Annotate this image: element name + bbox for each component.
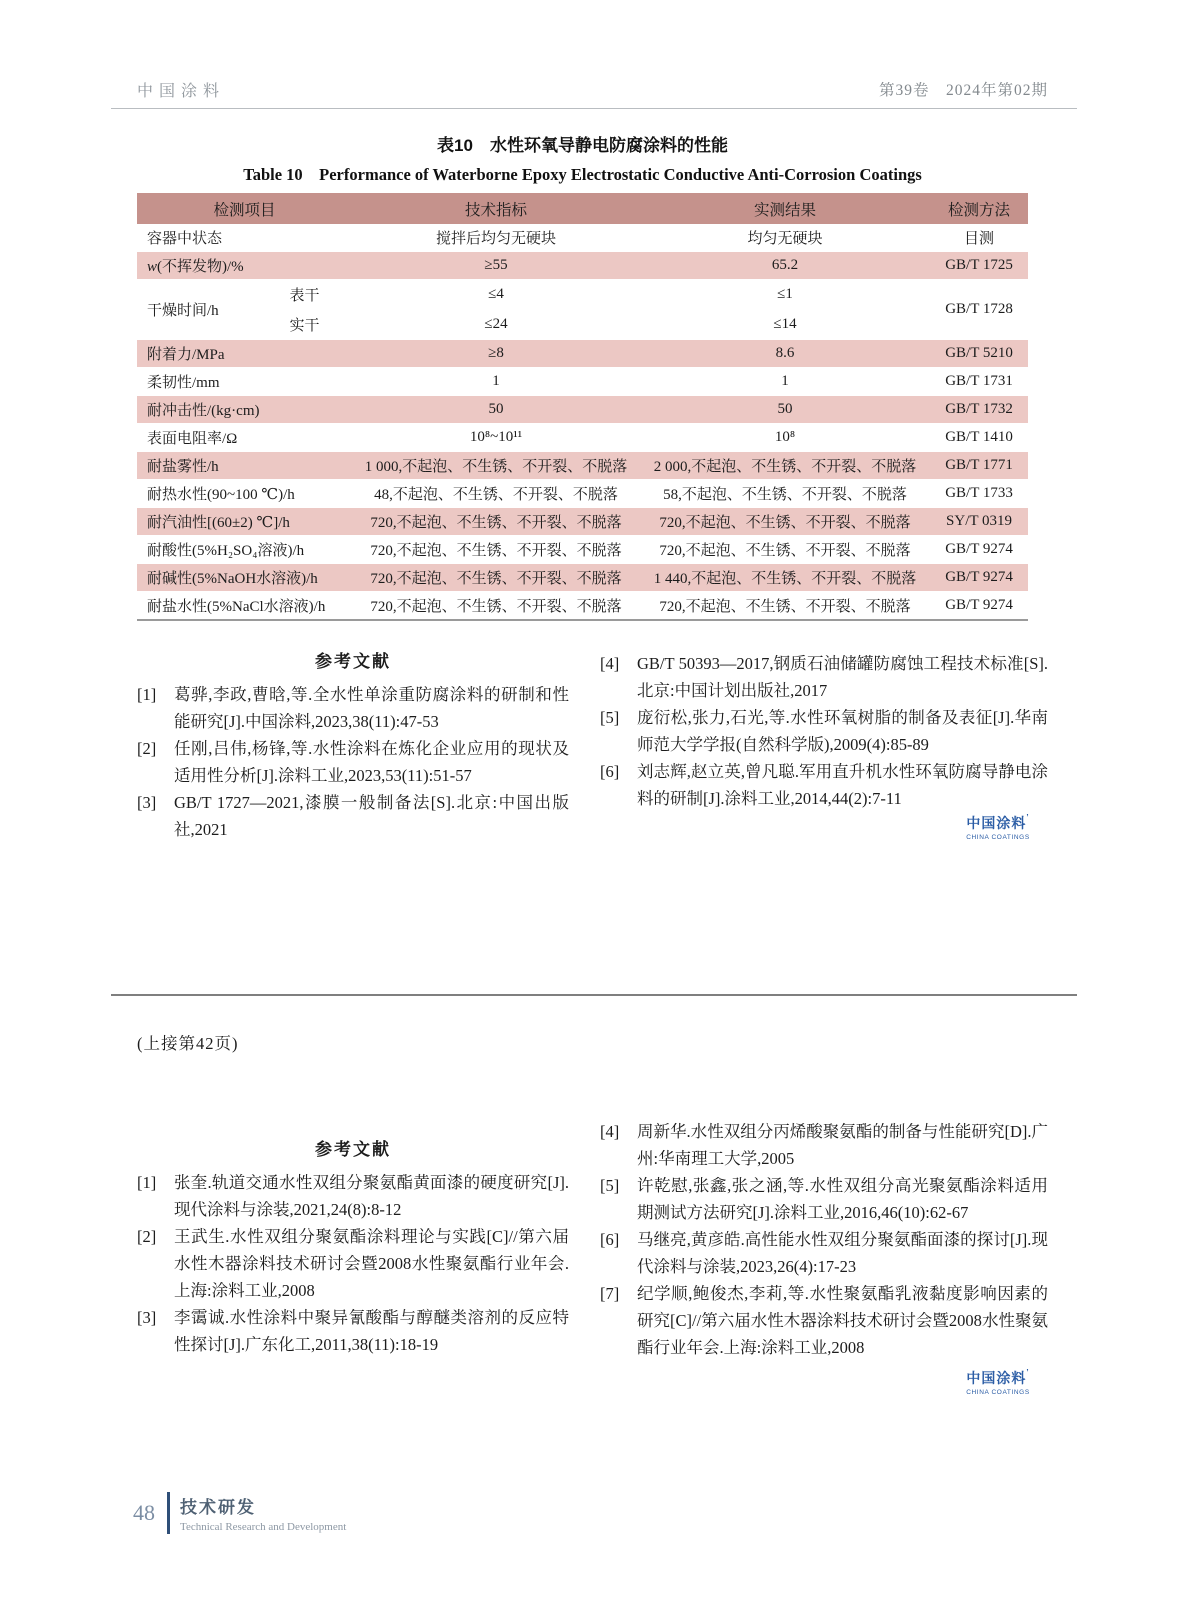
table-row <box>137 368 1028 396</box>
reference-number: [4] <box>600 654 620 673</box>
header-rule <box>111 108 1077 109</box>
cell-item: 耐汽油性[(60±2) ℃]/h <box>137 508 352 536</box>
reference-text: 任刚,吕伟,杨锋,等.水性涂料在炼化企业应用的现状及适用性分析[J].涂料工业,2023,53(11):51-57 <box>174 739 569 785</box>
cell-spec: ≤24 <box>484 315 508 332</box>
cell-item: 容器中状态 <box>147 231 223 247</box>
cell-method: GB/T 1410 <box>945 429 1013 445</box>
references-top-right <box>600 650 1048 812</box>
table-header-row <box>137 193 1028 224</box>
reference-text: GB/T 1727—2021,漆膜一般制备法[S].北京:中国出版社,2021 <box>174 793 569 839</box>
section-name-en: Technical Research and Development <box>180 1521 347 1533</box>
reference-number: [2] <box>137 739 157 758</box>
cell-spec: 1 000,不起泡、不生锈、不开裂、不脱落 <box>352 452 640 480</box>
cell-item: 耐冲击性/(kg·cm) <box>137 396 352 424</box>
reference-item <box>600 1172 1048 1226</box>
cell-result: 50 <box>640 396 930 424</box>
cell-spec: 48,不起泡、不生锈、不开裂、不脱落 <box>374 487 618 503</box>
cell-spec: 搅拌后均匀无硬块 <box>436 231 557 247</box>
cell-spec: 720,不起泡、不生锈、不开裂、不脱落 <box>370 543 622 559</box>
table-row <box>137 396 1028 424</box>
cell-result: ≤1 <box>777 286 793 303</box>
cell-result: 1 <box>781 373 789 389</box>
references-top-left <box>137 648 569 843</box>
table-row <box>137 224 1028 252</box>
footer-divider-bar <box>167 1492 170 1534</box>
col-header-result: 实测结果 <box>640 193 930 224</box>
reference-number: [6] <box>600 1230 620 1249</box>
cell-method: GB/T 9274 <box>945 597 1013 613</box>
cell-subitem: 表干 <box>289 288 320 305</box>
cell-spec: 720,不起泡、不生锈、不开裂、不脱落 <box>370 599 622 615</box>
cell-item: 耐碱性(5%NaOH水溶液)/h <box>137 564 352 592</box>
reference-text: 周新华.水性双组分丙烯酸聚氨酯的制备与性能研究[D].广州:华南理工大学,2005 <box>637 1122 1048 1168</box>
logo-text-en: CHINA COATINGS <box>966 1389 1030 1396</box>
reference-text: 李霭诚.水性涂料中聚异氰酸酯与醇醚类溶剂的反应特性探讨[J].广东化工,2011,38(11):18-19 <box>174 1308 569 1354</box>
cell-item: 表面电阻率/Ω <box>147 431 238 447</box>
cell-spec: ≥8 <box>352 340 640 368</box>
cell-result: ≤14 <box>773 315 797 332</box>
cell-item: 柔韧性/mm <box>147 375 220 391</box>
cell-spec: 50 <box>352 396 640 424</box>
performance-table <box>137 193 1028 621</box>
reference-number: [6] <box>600 762 620 781</box>
table-row <box>137 480 1028 508</box>
cell-item: 干燥时间/h <box>147 303 219 319</box>
item-symbol: w <box>147 259 158 275</box>
cell-method: GB/T 1725 <box>930 252 1028 280</box>
reference-number: [3] <box>137 1308 157 1327</box>
table-row <box>137 310 1028 340</box>
reference-item <box>600 650 1048 704</box>
reference-item <box>600 704 1048 758</box>
reference-item <box>137 789 569 843</box>
cell-result: 720,不起泡、不生锈、不开裂、不脱落 <box>640 508 930 536</box>
table-row <box>137 592 1028 621</box>
cell-item: 耐盐雾性/h <box>137 452 352 480</box>
cell-result: 65.2 <box>640 252 930 280</box>
reference-number: [1] <box>137 685 157 704</box>
reference-item <box>600 1226 1048 1280</box>
cell-item: 耐盐水性(5%NaCl水溶液)/h <box>147 599 326 615</box>
reference-text: 纪学顺,鲍俊杰,李莉,等.水性聚氨酯乳液黏度影响因素的研究[C]//第六届水性木器涂料技术研讨会暨2008水性聚氨酯行业年会.上海:涂料工业,2008 <box>637 1284 1048 1357</box>
page-number: 48 <box>133 1500 155 1525</box>
logo-mark: ’ <box>1026 1368 1030 1377</box>
table-row <box>137 280 1028 310</box>
logo-text-zh: 中国涂料’ <box>966 813 1030 831</box>
reference-text: GB/T 50393—2017,钢质石油储罐防腐蚀工程技术标准[S].北京:中国计划出版社,2017 <box>637 654 1048 700</box>
reference-text: 庞衍松,张力,石光,等.水性环氧树脂的制备及表征[J].华南师范大学学报(自然科学版),2009(4):85-89 <box>637 708 1048 754</box>
logo-text-zh: 中国涂料’ <box>966 1368 1030 1386</box>
reference-item <box>137 1169 569 1223</box>
reference-number: [2] <box>137 1227 157 1246</box>
china-coatings-logo <box>958 1368 1038 1396</box>
references-heading: 参考文献 <box>315 652 391 671</box>
reference-number: [7] <box>600 1284 620 1303</box>
table-section <box>137 131 1028 621</box>
cell-spec: ≥55 <box>352 252 640 280</box>
cell-method: SY/T 0319 <box>930 508 1028 536</box>
cell-result: 1 440,不起泡、不生锈、不开裂、不脱落 <box>640 564 930 592</box>
china-coatings-logo <box>958 813 1038 841</box>
reference-text: 张奎.轨道交通水性双组分聚氨酯黄面漆的硬度研究[J].现代涂料与涂装,2021,24(8):8-12 <box>174 1173 569 1219</box>
logo-mark: ’ <box>1026 813 1030 822</box>
cell-result: 均匀无硬块 <box>747 231 823 247</box>
table-row <box>137 340 1028 368</box>
cell-result: 720,不起泡、不生锈、不开裂、不脱落 <box>659 599 911 615</box>
cell-method: 目测 <box>964 231 995 247</box>
references-heading: 参考文献 <box>315 1140 391 1159</box>
article-divider <box>111 994 1077 996</box>
continuation-note: (上接第42页) <box>137 1034 239 1053</box>
table-row <box>137 452 1028 480</box>
cell-result: 720,不起泡、不生锈、不开裂、不脱落 <box>659 543 911 559</box>
cell-spec: 10⁸~10¹¹ <box>469 429 523 445</box>
journal-name: 中国涂料 <box>137 83 226 100</box>
reference-item <box>137 1223 569 1304</box>
cell-spec: 1 <box>492 373 500 389</box>
reference-number: [3] <box>137 793 157 812</box>
item-text: (不挥发物)/% <box>157 259 244 275</box>
cell-method: GB/T 1728 <box>945 301 1013 317</box>
issue-info: 第39卷 2024年第02期 <box>878 82 1048 99</box>
cell-spec: 720,不起泡、不生锈、不开裂、不脱落 <box>352 508 640 536</box>
cell-method: GB/T 1732 <box>930 396 1028 424</box>
cell-method: GB/T 9274 <box>945 541 1013 557</box>
col-header-item: 检测项目 <box>137 193 352 224</box>
cell-spec: 720,不起泡、不生锈、不开裂、不脱落 <box>352 564 640 592</box>
reference-number: [5] <box>600 1176 620 1195</box>
table-row <box>137 508 1028 536</box>
references-bottom-left <box>137 1136 569 1358</box>
references-bottom-right <box>600 1118 1048 1361</box>
table-row <box>137 536 1028 564</box>
reference-item <box>600 758 1048 812</box>
cell-subitem: 实干 <box>289 317 320 334</box>
reference-item <box>600 1118 1048 1172</box>
cell-result: 8.6 <box>640 340 930 368</box>
cell-spec: ≤4 <box>488 286 504 303</box>
cell-method: GB/T 1731 <box>945 373 1013 389</box>
cell-method: GB/T 5210 <box>930 340 1028 368</box>
table-row <box>137 252 1028 280</box>
cell-method: GB/T 9274 <box>930 564 1028 592</box>
reference-item <box>137 681 569 735</box>
reference-text: 葛骅,李政,曹晗,等.全水性单涂重防腐涂料的研制和性能研究[J].中国涂料,2023,38(11):47-53 <box>174 685 569 731</box>
reference-number: [1] <box>137 1173 157 1192</box>
cell-item <box>137 252 352 280</box>
running-head <box>137 78 1048 101</box>
table-title-zh: 表10 水性环氧导静电防腐涂料的性能 <box>437 136 728 155</box>
reference-text: 许乾慰,张鑫,张之涵,等.水性双组分高光聚氨酯涂料适用期测试方法研究[J].涂料工业,2016,46(10):62-67 <box>637 1176 1048 1222</box>
col-header-spec: 技术指标 <box>352 193 640 224</box>
table-row <box>137 564 1028 592</box>
cell-method: GB/T 1733 <box>945 485 1013 501</box>
logo-text-en: CHINA COATINGS <box>966 834 1030 841</box>
cell-method: GB/T 1771 <box>930 452 1028 480</box>
cell-result: 10⁸ <box>774 429 796 445</box>
table-row <box>137 424 1028 452</box>
cell-item: 附着力/MPa <box>137 340 352 368</box>
cell-item: 耐热水性(90~100 ℃)/h <box>147 487 295 503</box>
col-header-method: 检测方法 <box>930 193 1028 224</box>
cell-result: 58,不起泡、不生锈、不开裂、不脱落 <box>663 487 907 503</box>
reference-number: [5] <box>600 708 620 727</box>
reference-item <box>137 735 569 789</box>
cell-result: 2 000,不起泡、不生锈、不开裂、不脱落 <box>640 452 930 480</box>
table-title-en: Table 10 Performance of Waterborne Epoxy Electrostatic Conductive Anti-Corrosion Coatings <box>243 165 922 184</box>
reference-item <box>600 1280 1048 1361</box>
reference-number: [4] <box>600 1122 620 1141</box>
page-footer <box>133 1492 346 1534</box>
reference-item <box>137 1304 569 1358</box>
section-name-zh: 技术研发 <box>180 1498 256 1517</box>
reference-text: 马继亮,黄彦皓.高性能水性双组分聚氨酯面漆的探讨[J].现代涂料与涂装,2023,26(4):17-23 <box>637 1230 1048 1276</box>
cell-item: 耐酸性(5%H₂SO₄溶液)/h <box>147 543 305 559</box>
reference-text: 王武生.水性双组分聚氨酯涂料理论与实践[C]//第六届水性木器涂料技术研讨会暨2008水性聚氨酯行业年会.上海:涂料工业,2008 <box>174 1227 569 1300</box>
reference-text: 刘志辉,赵立英,曾凡聪.军用直升机水性环氧防腐导静电涂料的研制[J].涂料工业,2014,44(2):7-11 <box>637 762 1048 808</box>
